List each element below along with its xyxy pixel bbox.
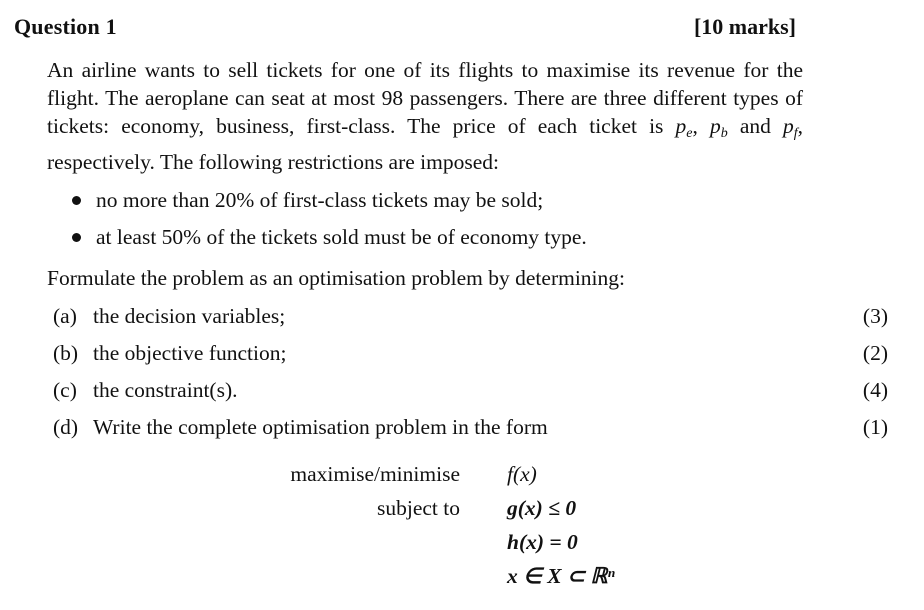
part-text: the objective function; — [93, 341, 287, 365]
price-economy: $p_e$ — [675, 114, 693, 141]
part-a — [53, 304, 888, 341]
part-d — [53, 415, 888, 452]
question-parts — [53, 304, 888, 452]
question-title: Question 1 — [14, 14, 117, 39]
part-label: (a) — [53, 304, 77, 328]
part-marks: (1) — [862, 415, 888, 439]
list-item: no more than 20% of first-class tickets may be sold; — [70, 182, 587, 219]
part-marks: (3) — [862, 304, 888, 328]
bullet-icon — [72, 196, 81, 205]
part-label: (d) — [53, 415, 79, 439]
domain-row — [0, 564, 924, 598]
objective-expression: f(x) — [507, 462, 537, 486]
list-item: at least 50% of the tickets sold must be of economy type. — [70, 219, 587, 256]
bullet-icon — [72, 233, 81, 242]
part-text: Write the complete optimisation problem in the form — [93, 415, 548, 439]
domain-constraint: x ∈ X ⊂ ℝⁿ — [507, 564, 615, 588]
question-marks: [10 marks] — [693, 14, 796, 39]
part-marks: (2) — [862, 341, 888, 365]
part-text: the constraint(s). — [93, 378, 238, 402]
part-label: (b) — [53, 341, 79, 365]
price-business: $p_b$ — [709, 114, 728, 141]
part-label: (c) — [53, 378, 77, 402]
equality-row — [0, 530, 924, 564]
intro-text: An airline wants to sell tickets for one of its flights to maximise its revenue for the flight. The aeroplane can seat at most 98 passengers. There are three different types of tickets: economy, business, first-class. The price of each ticket is — [47, 58, 803, 138]
inequality-constraint: g(x) ≤ 0 — [507, 496, 577, 520]
intro-text-end: , respectively. The following restrictions are imposed: — [47, 114, 804, 174]
part-marks: (4) — [862, 378, 888, 402]
part-c — [53, 378, 888, 415]
price-first: $p_f$ — [783, 114, 798, 141]
objective-label: maximise/minimise — [290, 462, 460, 486]
part-b — [53, 341, 888, 378]
part-text: the decision variables; — [93, 304, 286, 328]
formulate-instruction: Formulate the problem as an optimisation problem by determining: — [47, 266, 626, 290]
restrictions-list — [70, 182, 587, 256]
subject-to-label: subject to — [377, 496, 460, 520]
objective-row — [0, 462, 924, 496]
inequality-row — [0, 496, 924, 530]
problem-statement: An airline wants to sell tickets for one of its flights to maximise its revenue for the flight. The aeroplane can seat at most 98 passengers. There are three different types of tickets: economy, business, first-class. The price of each ticket is $p_e$, $p_b$ and $p_f$, respectively. The following restrictions are imposed: — [47, 58, 804, 174]
equality-constraint: h(x) = 0 — [507, 530, 578, 554]
optimisation-form — [0, 462, 924, 598]
